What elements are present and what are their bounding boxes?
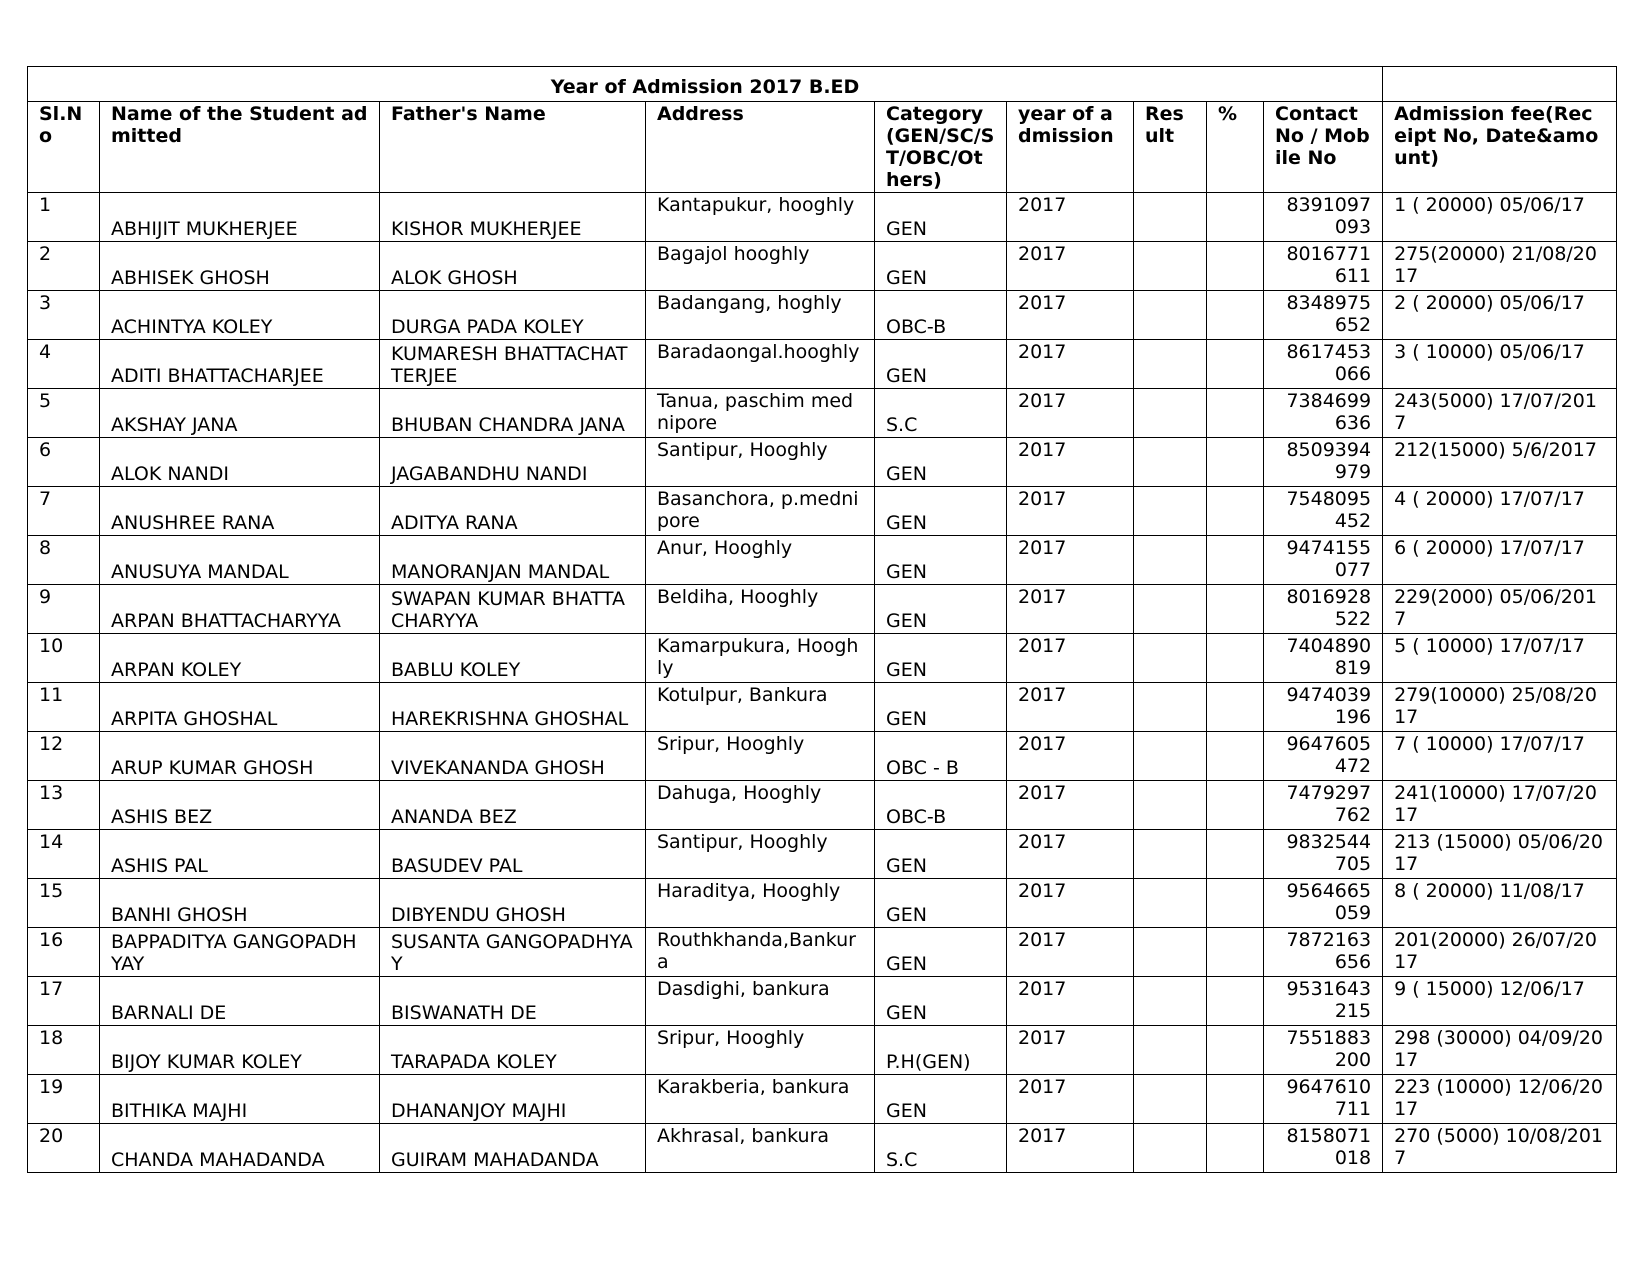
cell-student-name: ARPITA GHOSHAL (100, 683, 380, 732)
cell-fee: 6 ( 20000) 17/07/17 (1383, 536, 1617, 585)
cell-address: Kantapukur, hooghly (646, 193, 875, 242)
cell-student-name: CHANDA MAHADANDA (100, 1124, 380, 1173)
cell-year: 2017 (1007, 340, 1134, 389)
cell-year: 2017 (1007, 634, 1134, 683)
cell-address: Sripur, Hooghly (646, 1026, 875, 1075)
cell-contact: 8348975652 (1264, 291, 1383, 340)
table-row (28, 634, 1617, 683)
cell-year: 2017 (1007, 1026, 1134, 1075)
header-year: year of admission (1007, 102, 1134, 193)
cell-father-name: SUSANTA GANGOPADHYAY (380, 928, 646, 977)
cell-fee: 201(20000) 26/07/2017 (1383, 928, 1617, 977)
cell-student-name: ABHISEK GHOSH (100, 242, 380, 291)
header-address: Address (646, 102, 875, 193)
cell-year: 2017 (1007, 438, 1134, 487)
cell-student-name: ANUSUYA MANDAL (100, 536, 380, 585)
header-slno: Sl.No (28, 102, 100, 193)
cell-year: 2017 (1007, 536, 1134, 585)
cell-slno: 4 (28, 340, 100, 389)
cell-slno: 15 (28, 879, 100, 928)
cell-fee: 9 ( 15000) 12/06/17 (1383, 977, 1617, 1026)
cell-percent (1207, 1075, 1264, 1124)
cell-category: GEN (875, 879, 1007, 928)
cell-fee: 1 ( 20000) 05/06/17 (1383, 193, 1617, 242)
table-row (28, 536, 1617, 585)
cell-result (1134, 879, 1207, 928)
table-row (28, 1124, 1617, 1173)
cell-slno: 9 (28, 585, 100, 634)
cell-student-name: ARPAN BHATTACHARYYA (100, 585, 380, 634)
cell-fee: 275(20000) 21/08/2017 (1383, 242, 1617, 291)
cell-address: Dahuga, Hooghly (646, 781, 875, 830)
cell-fee: 243(5000) 17/07/2017 (1383, 389, 1617, 438)
table-row (28, 781, 1617, 830)
table-row (28, 1026, 1617, 1075)
cell-contact: 7384699636 (1264, 389, 1383, 438)
cell-category: S.C (875, 1124, 1007, 1173)
cell-result (1134, 585, 1207, 634)
cell-contact: 7551883200 (1264, 1026, 1383, 1075)
cell-fee: 212(15000) 5/6/2017 (1383, 438, 1617, 487)
cell-percent (1207, 1026, 1264, 1075)
table-row (28, 977, 1617, 1026)
cell-fee: 4 ( 20000) 17/07/17 (1383, 487, 1617, 536)
cell-address: Haraditya, Hooghly (646, 879, 875, 928)
cell-student-name: ABHIJIT MUKHERJEE (100, 193, 380, 242)
cell-fee: 8 ( 20000) 11/08/17 (1383, 879, 1617, 928)
cell-slno: 16 (28, 928, 100, 977)
cell-percent (1207, 585, 1264, 634)
header-result: Result (1134, 102, 1207, 193)
cell-student-name: ANUSHREE RANA (100, 487, 380, 536)
cell-address: Santipur, Hooghly (646, 830, 875, 879)
cell-result (1134, 634, 1207, 683)
table-row (28, 732, 1617, 781)
cell-student-name: BITHIKA MAJHI (100, 1075, 380, 1124)
cell-slno: 6 (28, 438, 100, 487)
cell-contact: 8016771611 (1264, 242, 1383, 291)
cell-percent (1207, 487, 1264, 536)
title-empty-cell (1383, 67, 1617, 102)
cell-category: OBC-B (875, 291, 1007, 340)
cell-slno: 17 (28, 977, 100, 1026)
cell-father-name: BISWANATH DE (380, 977, 646, 1026)
cell-result (1134, 683, 1207, 732)
cell-category: GEN (875, 193, 1007, 242)
header-contact: Contact No / Mobile No (1264, 102, 1383, 193)
cell-category: GEN (875, 536, 1007, 585)
cell-fee: 5 ( 10000) 17/07/17 (1383, 634, 1617, 683)
cell-contact: 8509394979 (1264, 438, 1383, 487)
cell-student-name: BANHI GHOSH (100, 879, 380, 928)
cell-category: P.H(GEN) (875, 1026, 1007, 1075)
cell-slno: 2 (28, 242, 100, 291)
cell-category: GEN (875, 585, 1007, 634)
cell-contact: 7872163656 (1264, 928, 1383, 977)
cell-year: 2017 (1007, 291, 1134, 340)
cell-student-name: ARUP KUMAR GHOSH (100, 732, 380, 781)
cell-address: Routhkhanda,Bankura (646, 928, 875, 977)
cell-father-name: VIVEKANANDA GHOSH (380, 732, 646, 781)
cell-result (1134, 830, 1207, 879)
cell-result (1134, 340, 1207, 389)
cell-contact: 9564665059 (1264, 879, 1383, 928)
cell-address: Kotulpur, Bankura (646, 683, 875, 732)
cell-result (1134, 928, 1207, 977)
cell-address: Akhrasal, bankura (646, 1124, 875, 1173)
table-row (28, 242, 1617, 291)
cell-year: 2017 (1007, 389, 1134, 438)
cell-slno: 1 (28, 193, 100, 242)
cell-address: Karakberia, bankura (646, 1075, 875, 1124)
cell-result (1134, 1124, 1207, 1173)
table-row (28, 1075, 1617, 1124)
cell-address: Basanchora, p.mednipore (646, 487, 875, 536)
cell-percent (1207, 634, 1264, 683)
cell-father-name: TARAPADA KOLEY (380, 1026, 646, 1075)
cell-fee: 3 ( 10000) 05/06/17 (1383, 340, 1617, 389)
cell-category: GEN (875, 928, 1007, 977)
cell-student-name: ACHINTYA KOLEY (100, 291, 380, 340)
cell-student-name: ARPAN KOLEY (100, 634, 380, 683)
cell-category: GEN (875, 487, 1007, 536)
cell-father-name: JAGABANDHU NANDI (380, 438, 646, 487)
cell-year: 2017 (1007, 1075, 1134, 1124)
cell-category: GEN (875, 634, 1007, 683)
cell-fee: 213 (15000) 05/06/2017 (1383, 830, 1617, 879)
cell-address: Bagajol hooghly (646, 242, 875, 291)
cell-percent (1207, 438, 1264, 487)
cell-student-name: AKSHAY JANA (100, 389, 380, 438)
cell-father-name: KUMARESH BHATTACHATTERJEE (380, 340, 646, 389)
cell-percent (1207, 389, 1264, 438)
cell-result (1134, 487, 1207, 536)
table-row (28, 291, 1617, 340)
cell-father-name: ADITYA RANA (380, 487, 646, 536)
header-percent: % (1207, 102, 1264, 193)
cell-percent (1207, 977, 1264, 1026)
cell-contact: 8158071018 (1264, 1124, 1383, 1173)
cell-father-name: MANORANJAN MANDAL (380, 536, 646, 585)
cell-student-name: ASHIS PAL (100, 830, 380, 879)
cell-percent (1207, 928, 1264, 977)
cell-category: GEN (875, 1075, 1007, 1124)
cell-fee: 298 (30000) 04/09/2017 (1383, 1026, 1617, 1075)
cell-fee: 279(10000) 25/08/2017 (1383, 683, 1617, 732)
table-row (28, 683, 1617, 732)
table-title: Year of Admission 2017 B.ED (28, 67, 1383, 102)
cell-percent (1207, 536, 1264, 585)
cell-father-name: ALOK GHOSH (380, 242, 646, 291)
cell-contact: 9647610711 (1264, 1075, 1383, 1124)
cell-contact: 8016928522 (1264, 585, 1383, 634)
cell-result (1134, 536, 1207, 585)
cell-percent (1207, 340, 1264, 389)
cell-student-name: BARNALI DE (100, 977, 380, 1026)
table-row (28, 487, 1617, 536)
cell-year: 2017 (1007, 242, 1134, 291)
cell-year: 2017 (1007, 830, 1134, 879)
cell-year: 2017 (1007, 683, 1134, 732)
cell-fee: 229(2000) 05/06/2017 (1383, 585, 1617, 634)
cell-slno: 14 (28, 830, 100, 879)
cell-father-name: HAREKRISHNA GHOSHAL (380, 683, 646, 732)
cell-category: GEN (875, 242, 1007, 291)
cell-slno: 3 (28, 291, 100, 340)
cell-year: 2017 (1007, 928, 1134, 977)
cell-percent (1207, 732, 1264, 781)
cell-address: Badangang, hoghly (646, 291, 875, 340)
cell-father-name: BASUDEV PAL (380, 830, 646, 879)
cell-result (1134, 193, 1207, 242)
cell-contact: 8617453066 (1264, 340, 1383, 389)
cell-father-name: SWAPAN KUMAR BHATTACHARYYA (380, 585, 646, 634)
cell-slno: 19 (28, 1075, 100, 1124)
cell-year: 2017 (1007, 732, 1134, 781)
cell-student-name: ALOK NANDI (100, 438, 380, 487)
cell-percent (1207, 830, 1264, 879)
cell-percent (1207, 683, 1264, 732)
cell-address: Santipur, Hooghly (646, 438, 875, 487)
table-row (28, 879, 1617, 928)
cell-father-name: BABLU KOLEY (380, 634, 646, 683)
table-row (28, 193, 1617, 242)
cell-father-name: KISHOR MUKHERJEE (380, 193, 646, 242)
title-row (28, 67, 1617, 102)
header-student-name: Name of the Student admitted (100, 102, 380, 193)
cell-fee: 270 (5000) 10/08/2017 (1383, 1124, 1617, 1173)
cell-year: 2017 (1007, 781, 1134, 830)
cell-contact: 7479297762 (1264, 781, 1383, 830)
cell-category: GEN (875, 438, 1007, 487)
table-row (28, 830, 1617, 879)
cell-year: 2017 (1007, 487, 1134, 536)
cell-percent (1207, 193, 1264, 242)
cell-slno: 11 (28, 683, 100, 732)
cell-year: 2017 (1007, 1124, 1134, 1173)
cell-percent (1207, 1124, 1264, 1173)
cell-year: 2017 (1007, 193, 1134, 242)
cell-category: OBC-B (875, 781, 1007, 830)
cell-student-name: BAPPADITYA GANGOPADHYAY (100, 928, 380, 977)
cell-father-name: BHUBAN CHANDRA JANA (380, 389, 646, 438)
cell-student-name: ADITI BHATTACHARJEE (100, 340, 380, 389)
cell-slno: 7 (28, 487, 100, 536)
admission-table (27, 66, 1617, 1173)
cell-address: Tanua, paschim mednipore (646, 389, 875, 438)
cell-contact: 9531643215 (1264, 977, 1383, 1026)
cell-contact: 7548095452 (1264, 487, 1383, 536)
table-row (28, 438, 1617, 487)
cell-percent (1207, 781, 1264, 830)
cell-result (1134, 438, 1207, 487)
cell-year: 2017 (1007, 977, 1134, 1026)
cell-contact: 7404890819 (1264, 634, 1383, 683)
cell-father-name: DIBYENDU GHOSH (380, 879, 646, 928)
cell-father-name: GUIRAM MAHADANDA (380, 1124, 646, 1173)
cell-slno: 13 (28, 781, 100, 830)
cell-year: 2017 (1007, 585, 1134, 634)
cell-slno: 5 (28, 389, 100, 438)
cell-fee: 7 ( 10000) 17/07/17 (1383, 732, 1617, 781)
cell-slno: 18 (28, 1026, 100, 1075)
cell-category: GEN (875, 340, 1007, 389)
cell-result (1134, 781, 1207, 830)
cell-category: S.C (875, 389, 1007, 438)
cell-percent (1207, 879, 1264, 928)
cell-contact: 9474155077 (1264, 536, 1383, 585)
cell-contact: 9474039196 (1264, 683, 1383, 732)
cell-address: Dasdighi, bankura (646, 977, 875, 1026)
header-category: Category (GEN/SC/ST/OBC/Others) (875, 102, 1007, 193)
table-row (28, 928, 1617, 977)
header-fee: Admission fee(Receipt No, Date&amount) (1383, 102, 1617, 193)
cell-address: Anur, Hooghly (646, 536, 875, 585)
cell-percent (1207, 242, 1264, 291)
cell-father-name: ANANDA BEZ (380, 781, 646, 830)
cell-slno: 8 (28, 536, 100, 585)
table-row (28, 585, 1617, 634)
cell-result (1134, 242, 1207, 291)
cell-result (1134, 732, 1207, 781)
cell-slno: 10 (28, 634, 100, 683)
cell-address: Baradaongal.hooghly (646, 340, 875, 389)
table-row (28, 340, 1617, 389)
header-father-name: Father's Name (380, 102, 646, 193)
cell-fee: 241(10000) 17/07/2017 (1383, 781, 1617, 830)
cell-slno: 20 (28, 1124, 100, 1173)
cell-fee: 223 (10000) 12/06/2017 (1383, 1075, 1617, 1124)
cell-category: GEN (875, 830, 1007, 879)
cell-fee: 2 ( 20000) 05/06/17 (1383, 291, 1617, 340)
header-row (28, 102, 1617, 193)
cell-category: GEN (875, 683, 1007, 732)
cell-category: OBC - B (875, 732, 1007, 781)
cell-result (1134, 1075, 1207, 1124)
cell-address: Kamarpukura, Hooghly (646, 634, 875, 683)
table-row (28, 389, 1617, 438)
cell-percent (1207, 291, 1264, 340)
cell-contact: 8391097093 (1264, 193, 1383, 242)
cell-result (1134, 1026, 1207, 1075)
cell-father-name: DHANANJOY MAJHI (380, 1075, 646, 1124)
cell-category: GEN (875, 977, 1007, 1026)
cell-student-name: ASHIS BEZ (100, 781, 380, 830)
cell-address: Sripur, Hooghly (646, 732, 875, 781)
cell-student-name: BIJOY KUMAR KOLEY (100, 1026, 380, 1075)
cell-year: 2017 (1007, 879, 1134, 928)
cell-father-name: DURGA PADA KOLEY (380, 291, 646, 340)
cell-contact: 9647605472 (1264, 732, 1383, 781)
cell-slno: 12 (28, 732, 100, 781)
cell-address: Beldiha, Hooghly (646, 585, 875, 634)
cell-contact: 9832544705 (1264, 830, 1383, 879)
cell-result (1134, 977, 1207, 1026)
cell-result (1134, 291, 1207, 340)
cell-result (1134, 389, 1207, 438)
